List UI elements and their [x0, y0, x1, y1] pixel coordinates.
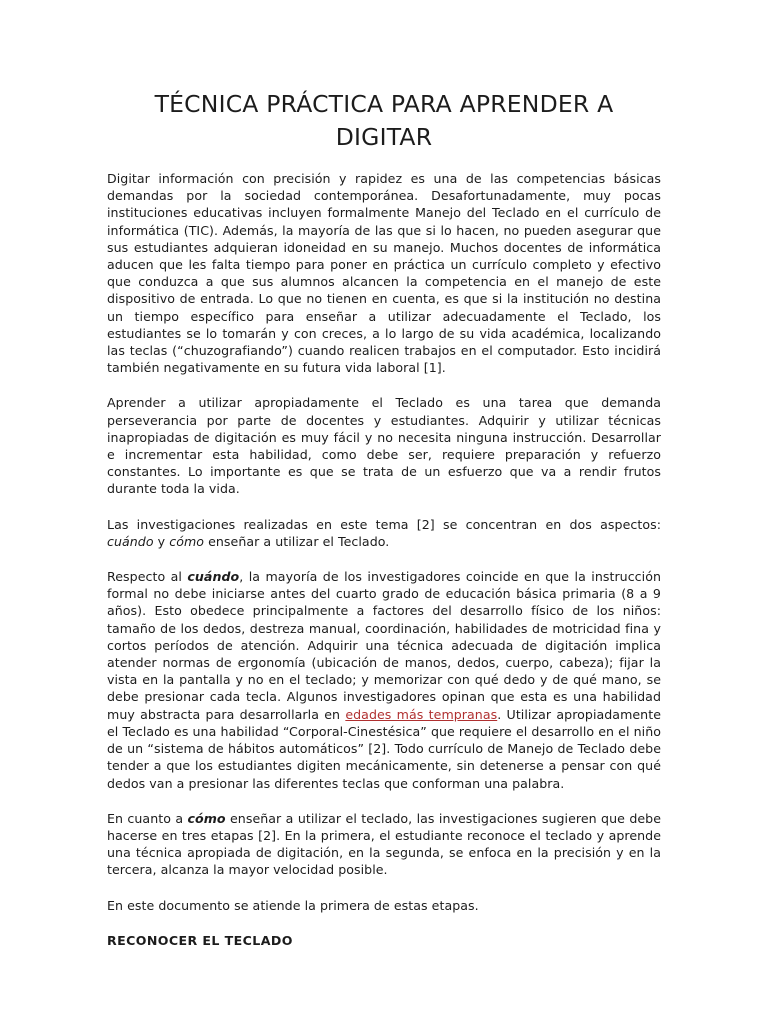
- paragraph-research-aspects: [107, 516, 661, 550]
- paragraph-intro: Digitar información con precisión y rapidez es una de las competencias básicas demandas por la sociedad contemporánea. Desafortunadamente, muy pocas instituciones educativas incluyen formalmente Manejo del Teclado en el currículo de informática (TIC). Además, la mayoría de las que si lo hacen, no pueden asegurar que sus estudiantes adquieran idoneidad en su manejo. Muchos docentes de informática aducen que les falta tiempo para poner en práctica un currículo completo y efectivo que conduzca a que sus alumnos alcancen la competencia en el manejo de este dispositivo de entrada. Lo que no tienen en cuenta, es que si la institución no destina un tiempo específico para enseñar a utilizar adecuadamente el Teclado, los estudiantes se lo tomarán y con creces, a lo largo de su vida académica, localizando las teclas (“chuzografiando”) cuando realicen trabajos en el computador. Esto incidirá también negativamente en su futura vida laboral [1].: [107, 171, 661, 376]
- text-run: enseñar a utilizar el Teclado.: [204, 533, 390, 549]
- text-run: enseñar a utilizar el teclado, las investigaciones sugieren que debe hacerse en tres etapas [2]. En la primera, el estudiante reconoce el teclado y aprende una técnica apropiada de digitación, en la segunda, se enfoca en la precisión y en la tercera, alcanza la mayor velocidad posible.: [107, 810, 662, 878]
- text-run: Respecto al: [107, 569, 188, 585]
- document-title: TÉCNICA PRÁCTICA PARA APRENDER A DIGITAR: [154, 90, 614, 151]
- emphasis-cuando: cuándo: [107, 533, 154, 549]
- paragraph-como: [107, 810, 661, 879]
- emphasis-como: cómo: [169, 533, 205, 549]
- paragraph-cuando: [107, 568, 661, 792]
- text-run: y: [153, 533, 170, 549]
- text-run: . Utilizar apropiadamente el Teclado es una habilidad “Corporal-Cinestésica” que requiere el desarrollo en el niño de un “sistema de hábitos automáticos” [2]. Todo currículo de Manejo de Teclado debe tender a que los estudiantes digiten mecánicamente, sin detenerse a pensar con qué dedos van a presionar las diferentes teclas que conforman una palabra.: [107, 706, 662, 791]
- paragraph-learning: Aprender a utilizar apropiadamente el Teclado es una tarea que demanda perseverancia por parte de docentes y estudiantes. Adquirir y utilizar técnicas inapropiadas de digitación es muy fácil y no necesita ninguna instrucción. Desarrollar e incrementar esta habilidad, como debe ser, requiere preparación y refuerzo constantes. Lo importante es que se trata de un esfuerzo que va a rendir frutos durante toda la vida.: [107, 395, 661, 497]
- paragraph-scope: En este documento se atiende la primera de estas etapas.: [107, 897, 479, 913]
- link-edades-tempranas[interactable]: edades más tempranas: [345, 706, 498, 722]
- text-run: , la mayoría de los investigadores coincide en que la instrucción formal no debe iniciarse antes del cuarto grado de educación básica primaria (8 a 9 años). Esto obedece principalmente a factores del desarrollo físico de los niños: tamaño de los dedos, destreza manual, coordinación, habilidades de motricidad fina y cortos períodos de atención. Adquirir una técnica adecuada de digitación implica atender normas de ergonomía (ubicación de manos, dedos, cuerpo, cabeza); fijar la vista en la pantalla y no en el teclado; y memorizar con qué dedo y de qué mano, se debe presionar cada tecla. Algunos investigadores opinan que esta es una habilidad muy abstracta para desarrollarla en: [107, 569, 661, 722]
- text-run: En cuanto a: [107, 810, 188, 826]
- text-run: Las investigaciones realizadas en este tema [2] se concentran en dos aspectos:: [107, 516, 661, 532]
- emphasis-como-bold: cómo: [187, 810, 226, 826]
- section-heading: RECONOCER EL TECLADO: [107, 932, 293, 948]
- emphasis-cuando-bold: cuándo: [187, 569, 240, 585]
